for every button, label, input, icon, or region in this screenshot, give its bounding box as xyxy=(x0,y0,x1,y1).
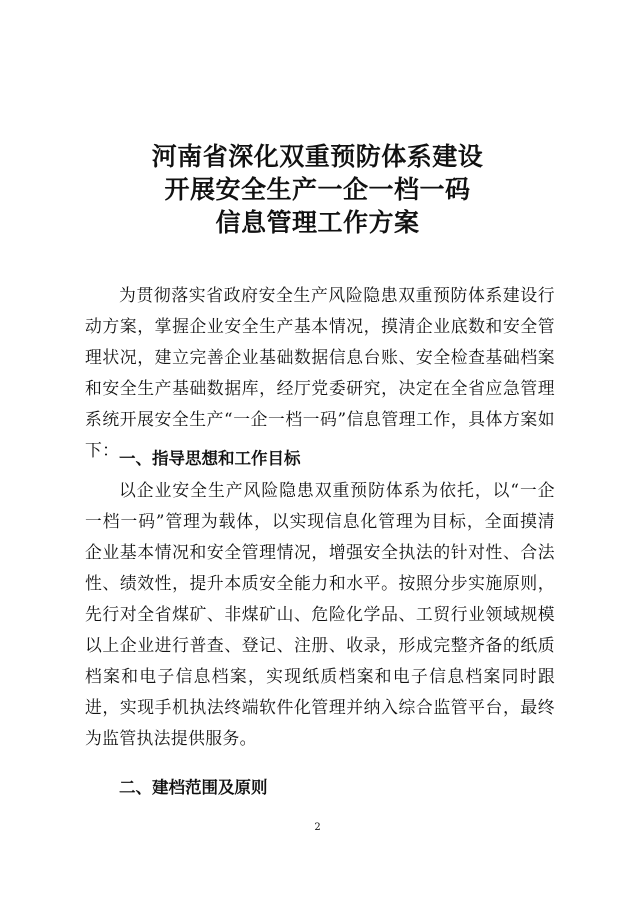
section-1-heading: 一、指导思想和工作目标 xyxy=(119,449,301,468)
section-1-paragraph: 以企业安全生产风险隐患双重预防体系为依托，以“一企一档一码”管理为载体，以实现信息化管理为目标，全面摸清企业基本情况和安全管理情况，增强安全执法的针对性、合法性、绩效性，提升本质安全能力和水平。按照分步实施原则，先行对全省煤矿、非煤矿山、危险化学品、工贸行业领域规模以上企业进行普查、登记、注册、收录，形成完整齐备的纸质档案和电子信息档案，实现纸质档案和电子信息档案同时跟进，实现手机执法终端软件化管理并纳入综合监管平台，最终为监管执法提供服务。 xyxy=(85,480,555,748)
title-line-2: 开展安全生产一企一档一码 xyxy=(164,175,471,204)
intro-paragraph: 为贯彻落实省政府安全生产风险隐患双重预防体系建设行动方案，掌握企业安全生产基本情况，摸清企业底数和安全管理状况，建立完善企业基础数据信息台账、安全检查基础档案和安全生产基础数据库，经厅党委研究，决定在全省应急管理系统开展安全生产“一企一档一码”信息管理工作，具体方案如下： xyxy=(85,285,555,460)
page-number: 2 xyxy=(314,822,321,833)
section-2-heading: 二、建档范围及原则 xyxy=(119,778,268,797)
section-1-body xyxy=(85,475,555,754)
intro-section xyxy=(85,280,555,466)
title-line-3: 信息管理工作方案 xyxy=(215,208,420,237)
title-line-1: 河南省深化双重预防体系建设 xyxy=(151,142,484,171)
document-title xyxy=(0,140,635,239)
